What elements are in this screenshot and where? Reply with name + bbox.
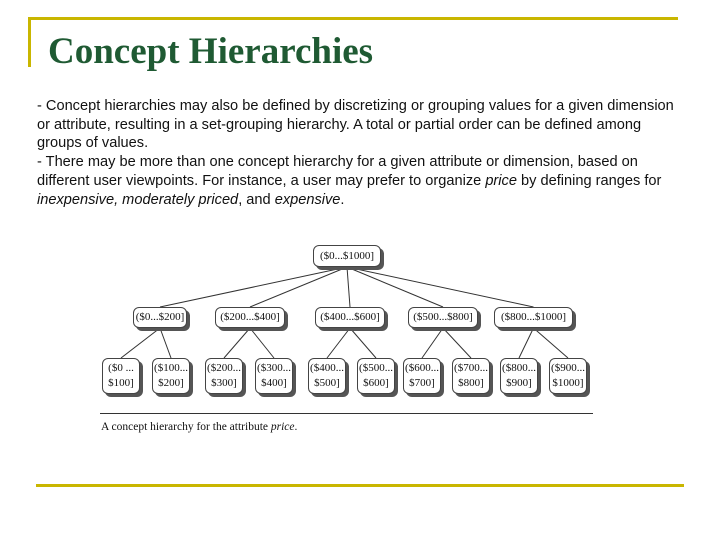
- hierarchy-edge: [160, 267, 347, 307]
- text-run: - Concept hierarchies may also be defined by discretizing or grouping values for a given dimension or attribute, resulting in a set-grouping hierarchy. A total or partial order can be defined among groups of values.: [37, 98, 674, 152]
- hierarchy-edge: [160, 328, 171, 358]
- node-label: ($800...$1000]: [500, 311, 567, 323]
- level1-node: [133, 307, 187, 328]
- node-label: ($100...: [154, 362, 188, 374]
- hierarchy-edge: [347, 267, 534, 307]
- figure-caption: [101, 421, 297, 433]
- hierarchy-edge: [350, 328, 376, 358]
- top-border: [28, 17, 678, 20]
- level1-node: [494, 307, 573, 328]
- root-node: [313, 245, 381, 267]
- emphasis-text: price: [485, 172, 517, 189]
- text-run: - There may be more than one concept hierarchy for a given attribute or dimension, based on different user viewpoints. For instance, a user may prefer to organize: [37, 154, 638, 189]
- emphasis-text: inexpensive, moderately priced: [37, 191, 239, 208]
- level2-node: [357, 358, 395, 394]
- level2-node: [500, 358, 538, 394]
- node-label: ($0 ...: [108, 362, 134, 374]
- bottom-border: [36, 484, 684, 487]
- level2-node: [403, 358, 441, 394]
- node-label: $800]: [458, 377, 484, 389]
- caption-emphasis: price: [270, 421, 295, 433]
- level2-node: [255, 358, 293, 394]
- node-label: ($200...: [207, 362, 241, 374]
- node-label: $900]: [506, 377, 532, 389]
- text-run: .: [340, 191, 345, 208]
- node-label: $700]: [409, 377, 435, 389]
- level1-node: [315, 307, 385, 328]
- node-label: ($600...: [405, 362, 439, 374]
- hierarchy-edge: [121, 328, 160, 358]
- node-label: ($200...$400]: [220, 311, 280, 323]
- left-border: [28, 17, 31, 67]
- node-label: ($900...: [551, 362, 585, 374]
- level2-node: [102, 358, 140, 394]
- node-label: ($500...: [359, 362, 393, 374]
- node-label: ($800...: [502, 362, 536, 374]
- node-label: ($400...$600]: [320, 311, 380, 323]
- hierarchy-edge: [519, 328, 534, 358]
- level1-node: [408, 307, 478, 328]
- node-label: $1000]: [552, 377, 584, 389]
- level2-node: [308, 358, 346, 394]
- level1-node: [215, 307, 285, 328]
- level2-node: [205, 358, 243, 394]
- concept-hierarchy-diagram: [95, 238, 600, 443]
- node-label: $500]: [314, 377, 340, 389]
- hierarchy-edge: [250, 328, 274, 358]
- hierarchy-edge: [347, 267, 443, 307]
- hierarchy-edge: [327, 328, 350, 358]
- hierarchy-edge: [224, 328, 250, 358]
- node-label: $600]: [363, 377, 389, 389]
- text-run: by defining ranges for: [516, 172, 662, 189]
- level2-node: [452, 358, 490, 394]
- node-label: $400]: [261, 377, 287, 389]
- body-paragraph: [37, 153, 677, 209]
- emphasis-text: expensive: [274, 191, 341, 208]
- body-paragraph: [37, 97, 677, 153]
- hierarchy-edge: [422, 328, 443, 358]
- node-label: ($700...: [454, 362, 488, 374]
- node-label: ($400...: [310, 362, 344, 374]
- node-label: ($0...$1000]: [319, 249, 375, 262]
- caption-prefix: A concept hierarchy for the attribute: [101, 421, 271, 433]
- caption-suffix: .: [294, 421, 298, 433]
- hierarchy-edge: [443, 328, 471, 358]
- text-run: , and: [238, 191, 275, 208]
- node-label: ($0...$200]: [135, 311, 185, 323]
- hierarchy-edge: [347, 267, 350, 307]
- node-label: ($500...$800]: [413, 311, 473, 323]
- hierarchy-edge: [250, 267, 347, 307]
- node-label: $300]: [211, 377, 237, 389]
- node-label: $200]: [158, 377, 184, 389]
- node-label: ($300...: [257, 362, 291, 374]
- caption-rule: [100, 413, 593, 414]
- level2-node: [549, 358, 587, 394]
- slide-title: Concept Hierarchies: [48, 31, 374, 72]
- node-label: $100]: [108, 377, 134, 389]
- level2-node: [152, 358, 190, 394]
- hierarchy-edge: [534, 328, 569, 358]
- body-text: [37, 97, 677, 209]
